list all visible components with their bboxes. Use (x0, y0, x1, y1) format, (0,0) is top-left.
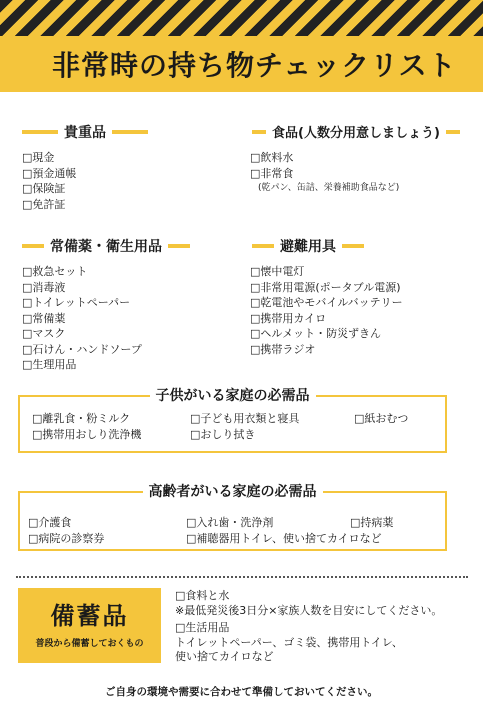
section-heading-valuables (22, 122, 148, 142)
heading-bar-left (252, 130, 266, 134)
list-item[interactable]: □介護食 (28, 516, 72, 529)
list-item[interactable]: □入れ歯・洗浄剤 (186, 516, 274, 529)
list-item[interactable]: □携帯ラジオ (250, 342, 316, 356)
list-item[interactable]: □病院の診察券 (28, 532, 105, 545)
list-item[interactable]: □非常用電源(ポータブル電源) (250, 280, 401, 294)
food-heading: 食品(人数分用意しましょう) (272, 126, 440, 141)
list-item[interactable]: □常備薬 (22, 311, 66, 325)
heading-bar-right (168, 244, 190, 248)
list-item[interactable]: □免許証 (22, 197, 66, 211)
elderly-box-heading: 高齢者がいる家庭の必需品 (143, 481, 323, 501)
heading-bar-right (112, 130, 148, 134)
list-item[interactable]: □補聴器用トイレ、使い捨てカイロなど (186, 532, 382, 545)
page-title: 非常時の持ち物チェックリスト (52, 49, 457, 82)
list-item[interactable]: □生理用品 (22, 358, 77, 371)
list-item[interactable]: □救急セット (22, 265, 88, 278)
title-banner (0, 36, 483, 92)
list-item[interactable]: □離乳食・粉ミルク (32, 412, 131, 425)
list-item[interactable]: □懐中電灯 (250, 265, 305, 278)
hazard-stripe (0, 0, 483, 36)
evacuation-list (250, 264, 403, 357)
medicine-list (22, 264, 142, 373)
dotted-divider (16, 576, 468, 578)
list-item[interactable]: □保険証 (22, 182, 66, 195)
heading-bar-right (342, 244, 364, 248)
list-item[interactable]: □携帯用おしり洗浄機 (32, 428, 142, 441)
list-item[interactable]: □携帯用カイロ (250, 311, 327, 325)
list-item[interactable]: □飲料水 (250, 151, 294, 164)
list-item[interactable]: □乾電池やモバイルバッテリー (250, 296, 403, 309)
stockpile-details (175, 589, 442, 665)
stockpile-badge (18, 588, 161, 663)
footer-note: ご自身の環境や需要に合わせて準備しておいてください。 (105, 686, 378, 698)
list-item[interactable]: □子ども用衣類と寝具 (190, 412, 300, 425)
stockpile-subtitle: 普段から備蓄しておくもの (35, 639, 144, 649)
section-heading-medicine (22, 236, 190, 256)
evacuation-heading: 避難用具 (280, 239, 336, 255)
list-item[interactable]: □マスク (22, 327, 66, 340)
list-item[interactable]: □トイレットペーパー (22, 296, 131, 309)
heading-bar-left (22, 244, 44, 248)
medicine-heading: 常備薬・衛生用品 (50, 239, 162, 255)
heading-bar-left (252, 244, 274, 248)
children-box (18, 388, 447, 453)
valuables-heading: 貴重品 (64, 125, 106, 141)
valuables-list (22, 150, 76, 212)
list-item[interactable]: □消毒液 (22, 280, 66, 294)
stockpile-goods-item[interactable]: □生活用品 (175, 621, 230, 634)
food-note: (乾パン、缶詰、栄養補助食品など) (258, 183, 400, 193)
food-list (250, 150, 399, 195)
elderly-box (18, 484, 447, 551)
list-item[interactable]: □預金通帳 (22, 166, 77, 180)
stockpile-food-item[interactable]: □食料と水 (175, 589, 230, 602)
list-item[interactable]: □現金 (22, 151, 55, 164)
stockpile-goods-line2: 使い捨てカイロなど (175, 650, 274, 663)
heading-bar-left (22, 130, 58, 134)
section-heading-evacuation (252, 236, 364, 256)
list-item[interactable]: □ヘルメット・防災ずきん (250, 327, 382, 340)
list-item[interactable]: □石けん・ハンドソープ (22, 342, 142, 356)
section-heading-food (252, 122, 460, 141)
children-box-heading: 子供がいる家庭の必需品 (150, 385, 316, 405)
list-item[interactable]: □紙おむつ (354, 412, 409, 425)
list-item[interactable]: □おしり拭き (190, 428, 256, 441)
list-item[interactable]: □非常食 (250, 166, 294, 180)
stockpile-goods-line1: トイレットペーパー、ゴミ袋、携帯用トイレ、 (175, 635, 403, 649)
stockpile-title: 備蓄品 (50, 602, 129, 630)
stockpile-food-note: ※最低発災後3日分×家族人数を目安にしてください。 (175, 603, 443, 617)
heading-bar-right (446, 130, 460, 134)
list-item[interactable]: □持病薬 (350, 516, 394, 529)
